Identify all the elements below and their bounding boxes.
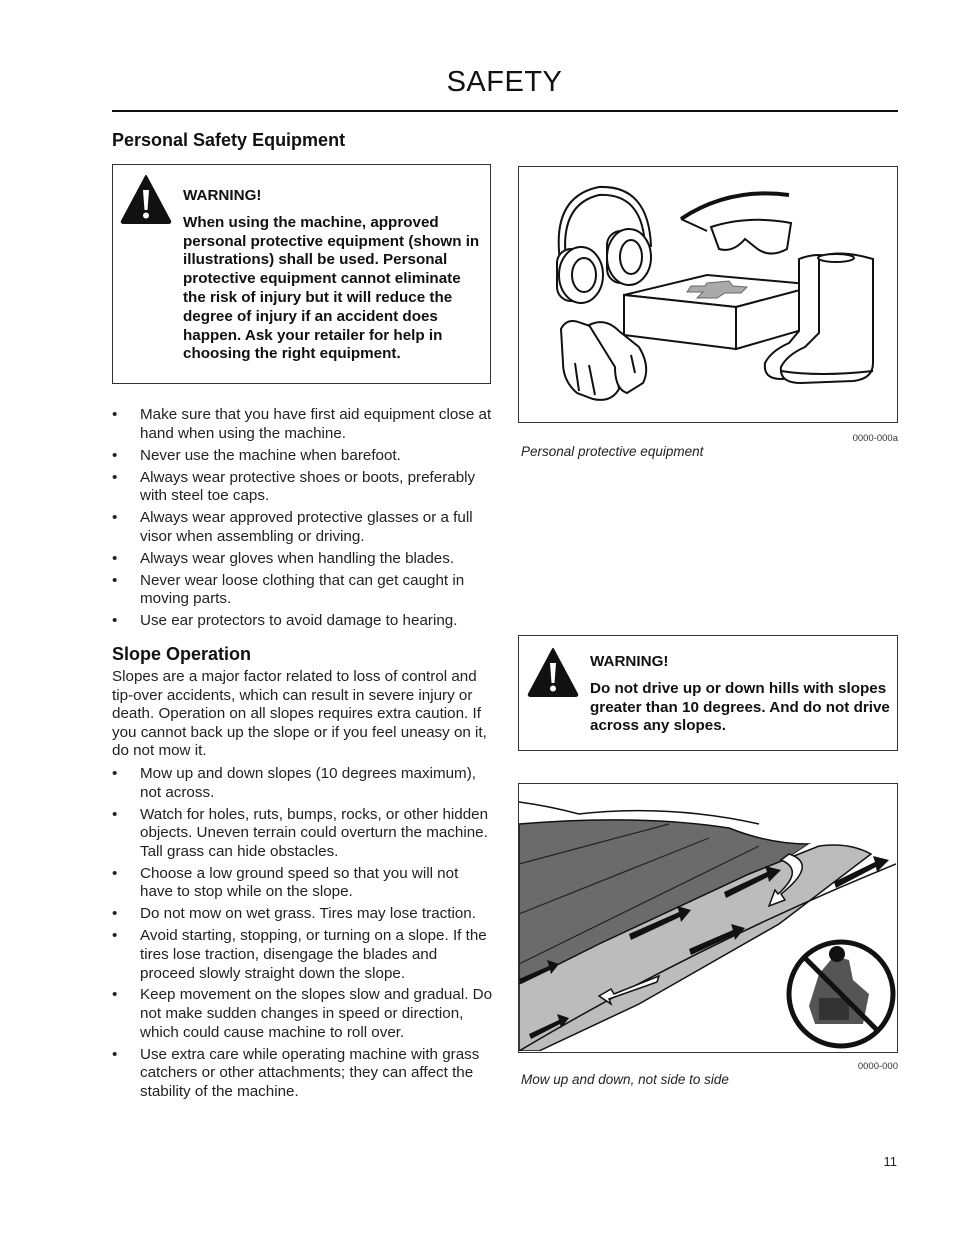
warning-title: WARNING! [183, 187, 262, 204]
warning-text-ppe [183, 187, 483, 364]
list-item: • Choose a low ground speed so that you will not have to stop while on the slope. [112, 865, 494, 902]
warning-text-slope [590, 653, 890, 736]
figure-code-ppe: 0000-000a [852, 433, 898, 444]
ppe-bullet-list [112, 406, 492, 634]
figure-ppe [518, 166, 898, 423]
safety-glasses-icon [681, 193, 791, 253]
warning-box-ppe [112, 164, 491, 384]
page-title: SAFETY [446, 66, 563, 98]
figure-caption-ppe: Personal protective equipment [521, 444, 704, 459]
title-divider [112, 110, 898, 112]
section-heading-slope-operation: Slope Operation [112, 644, 252, 664]
no-crossing-sign-icon [789, 942, 893, 1046]
list-item: • Watch for holes, ruts, bumps, rocks, or other hidden objects. Uneven terrain could overturn the machine. Tall grass can hide obstacles. [112, 806, 494, 862]
list-item: • Never use the machine when barefoot. [112, 447, 492, 466]
warning-triangle-icon [527, 647, 579, 697]
first-aid-kit-icon [624, 275, 819, 349]
list-item: • Mow up and down slopes (10 degrees maximum), not across. [112, 765, 494, 802]
slope-illustration [519, 784, 896, 1051]
slope-bullet-list [112, 765, 494, 1105]
list-item: • Avoid starting, stopping, or turning on a slope. If the tires lose traction, disengage the blades and proceed slowly straight down the slope. [112, 927, 494, 983]
list-item: • Always wear gloves when handling the blades. [112, 550, 492, 569]
list-item: • Use ear protectors to avoid damage to hearing. [112, 612, 492, 631]
warning-triangle-icon [120, 174, 172, 224]
figure-caption-slope: Mow up and down, not side to side [521, 1072, 729, 1087]
ear-protector-icon [557, 187, 651, 303]
warning-title: WARNING! [590, 653, 669, 670]
list-item: • Always wear approved protective glasses or a full visor when assembling or driving. [112, 509, 492, 546]
list-item: • Do not mow on wet grass. Tires may lose traction. [112, 905, 494, 924]
warning-body: Do not drive up or down hills with slopes greater than 10 degrees. And do not drive across any slopes. [590, 679, 890, 735]
list-item: • Always wear protective shoes or boots, preferably with steel toe caps. [112, 469, 492, 506]
figure-code-slope: 0000-000 [857, 1061, 898, 1072]
figure-slope [518, 783, 898, 1053]
section-heading-personal-safety: Personal Safety Equipment [112, 130, 346, 150]
list-item: • Use extra care while operating machine with grass catchers or other attachments; they can affect the stability of the machine. [112, 1046, 494, 1102]
list-item: • Make sure that you have first aid equipment close at hand when using the machine. [112, 406, 492, 443]
slope-intro: Slopes are a major factor related to loss of control and tip-over accidents, which can result in severe injury or death. Operation on all slopes requires extra caution. If you cannot back up the slope or if you feel uneasy on it, do not mow it. [112, 668, 487, 760]
list-item: • Never wear loose clothing that can get caught in moving parts. [112, 572, 492, 609]
warning-box-slope [518, 635, 898, 751]
ppe-illustration [519, 167, 896, 421]
list-item: • Keep movement on the slopes slow and gradual. Do not make sudden changes in speed or direction, which could cause machine to roll over. [112, 986, 494, 1042]
warning-body: When using the machine, approved personal protective equipment (shown in illustrations) shall be used. Personal protective equipment cannot eliminate the risk of injury but it will reduce the degree of injury if an accident does happen. Ask your retailer for help in choosing the right equipment. [183, 213, 480, 363]
page-number: 11 [883, 1154, 897, 1169]
